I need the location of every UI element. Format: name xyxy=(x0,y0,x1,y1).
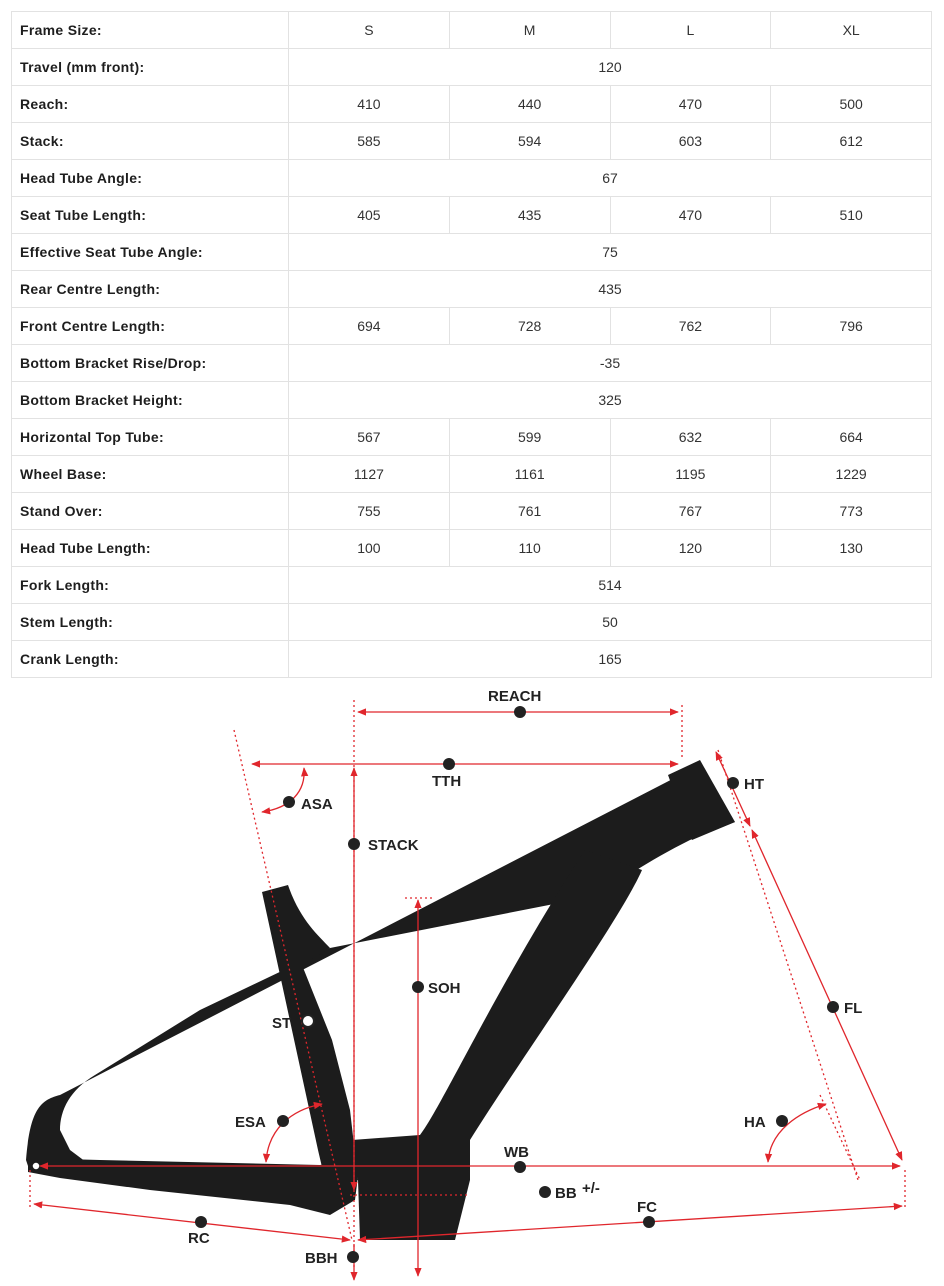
shared-value-cell: -35 xyxy=(289,345,932,382)
st-label: ST xyxy=(272,1015,292,1032)
seat-tube xyxy=(262,885,358,1180)
shared-value-cell: 435 xyxy=(289,271,932,308)
ht-dot xyxy=(727,777,739,789)
stack-dot xyxy=(348,838,360,850)
size-value-cell: 728 xyxy=(449,308,610,345)
size-value-cell: 755 xyxy=(289,493,450,530)
bike-frame xyxy=(26,760,735,1240)
tth-dot xyxy=(443,758,455,770)
bb-label: BB xyxy=(555,1185,577,1202)
size-value-cell: 1229 xyxy=(771,456,932,493)
size-value-cell: 773 xyxy=(771,493,932,530)
size-value-cell: 632 xyxy=(610,419,771,456)
row-label: Stem Length: xyxy=(12,604,289,641)
shared-value-cell: 50 xyxy=(289,604,932,641)
size-value-cell: 110 xyxy=(449,530,610,567)
size-value-cell: 440 xyxy=(449,86,610,123)
size-value-cell: 767 xyxy=(610,493,771,530)
size-value-cell: M xyxy=(449,12,610,49)
size-value-cell: 120 xyxy=(610,530,771,567)
row-label: Crank Length: xyxy=(12,641,289,678)
size-value-cell: 435 xyxy=(449,197,610,234)
size-value-cell: XL xyxy=(771,12,932,49)
row-label: Horizontal Top Tube: xyxy=(12,419,289,456)
row-label: Effective Seat Tube Angle: xyxy=(12,234,289,271)
asa-label: ASA xyxy=(301,796,333,813)
reach-dot xyxy=(514,706,526,718)
size-value-cell: L xyxy=(610,12,771,49)
ha-label: HA xyxy=(744,1114,766,1131)
size-value-cell: 612 xyxy=(771,123,932,160)
rc-label: RC xyxy=(188,1230,210,1247)
bb-dot xyxy=(539,1186,551,1198)
tth-label: TTH xyxy=(432,773,462,790)
size-value-cell: 594 xyxy=(449,123,610,160)
size-value-cell: 500 xyxy=(771,86,932,123)
soh-label: SOH xyxy=(428,980,461,997)
size-value-cell: 603 xyxy=(610,123,771,160)
shared-value-cell: 75 xyxy=(289,234,932,271)
size-value-cell: 664 xyxy=(771,419,932,456)
bbh-dot xyxy=(347,1251,359,1263)
size-value-cell: 567 xyxy=(289,419,450,456)
size-value-cell: 762 xyxy=(610,308,771,345)
soh-dot xyxy=(412,981,424,993)
row-label: Stand Over: xyxy=(12,493,289,530)
row-label: Bottom Bracket Height: xyxy=(12,382,289,419)
stack-label: STACK xyxy=(368,837,419,854)
row-label: Fork Length: xyxy=(12,567,289,604)
bb-suffix-label: +/- xyxy=(582,1180,600,1197)
row-label: Seat Tube Length: xyxy=(12,197,289,234)
wb-dot xyxy=(514,1161,526,1173)
shared-value-cell: 325 xyxy=(289,382,932,419)
asa-dot xyxy=(283,796,295,808)
row-label: Rear Centre Length: xyxy=(12,271,289,308)
wb-label: WB xyxy=(504,1144,529,1161)
size-value-cell: 599 xyxy=(449,419,610,456)
row-label: Head Tube Length: xyxy=(12,530,289,567)
reach-label: REACH xyxy=(488,688,542,705)
st-dot xyxy=(302,1015,314,1027)
size-value-cell: S xyxy=(289,12,450,49)
size-value-cell: 100 xyxy=(289,530,450,567)
size-value-cell: 470 xyxy=(610,197,771,234)
shared-value-cell: 165 xyxy=(289,641,932,678)
shared-value-cell: 514 xyxy=(289,567,932,604)
row-label: Bottom Bracket Rise/Drop: xyxy=(12,345,289,382)
rc-dot xyxy=(195,1216,207,1228)
rear-axle-point xyxy=(32,1162,40,1170)
size-value-cell: 796 xyxy=(771,308,932,345)
fc-label: FC xyxy=(637,1199,657,1216)
size-value-cell: 761 xyxy=(449,493,610,530)
size-value-cell: 1161 xyxy=(449,456,610,493)
row-label: Front Centre Length: xyxy=(12,308,289,345)
row-label: Reach: xyxy=(12,86,289,123)
row-label: Wheel Base: xyxy=(12,456,289,493)
size-value-cell: 410 xyxy=(289,86,450,123)
size-value-cell: 694 xyxy=(289,308,450,345)
row-label: Frame Size: xyxy=(12,12,289,49)
esa-label: ESA xyxy=(235,1114,266,1131)
bbh-label: BBH xyxy=(305,1250,338,1267)
ht-label: HT xyxy=(744,776,764,793)
row-label: Head Tube Angle: xyxy=(12,160,289,197)
top-tube xyxy=(26,770,735,1172)
row-label: Stack: xyxy=(12,123,289,160)
fc-dot xyxy=(643,1216,655,1228)
size-value-cell: 470 xyxy=(610,86,771,123)
shared-value-cell: 67 xyxy=(289,160,932,197)
size-value-cell: 585 xyxy=(289,123,450,160)
row-label: Travel (mm front): xyxy=(12,49,289,86)
size-value-cell: 1127 xyxy=(289,456,450,493)
ha-dot xyxy=(776,1115,788,1127)
size-value-cell: 510 xyxy=(771,197,932,234)
shared-value-cell: 120 xyxy=(289,49,932,86)
fl-label: FL xyxy=(844,1000,863,1017)
size-value-cell: 1195 xyxy=(610,456,771,493)
esa-dot xyxy=(277,1115,289,1127)
dimension-lines xyxy=(30,700,905,1280)
size-value-cell: 130 xyxy=(771,530,932,567)
fl-dot xyxy=(827,1001,839,1013)
size-value-cell: 405 xyxy=(289,197,450,234)
